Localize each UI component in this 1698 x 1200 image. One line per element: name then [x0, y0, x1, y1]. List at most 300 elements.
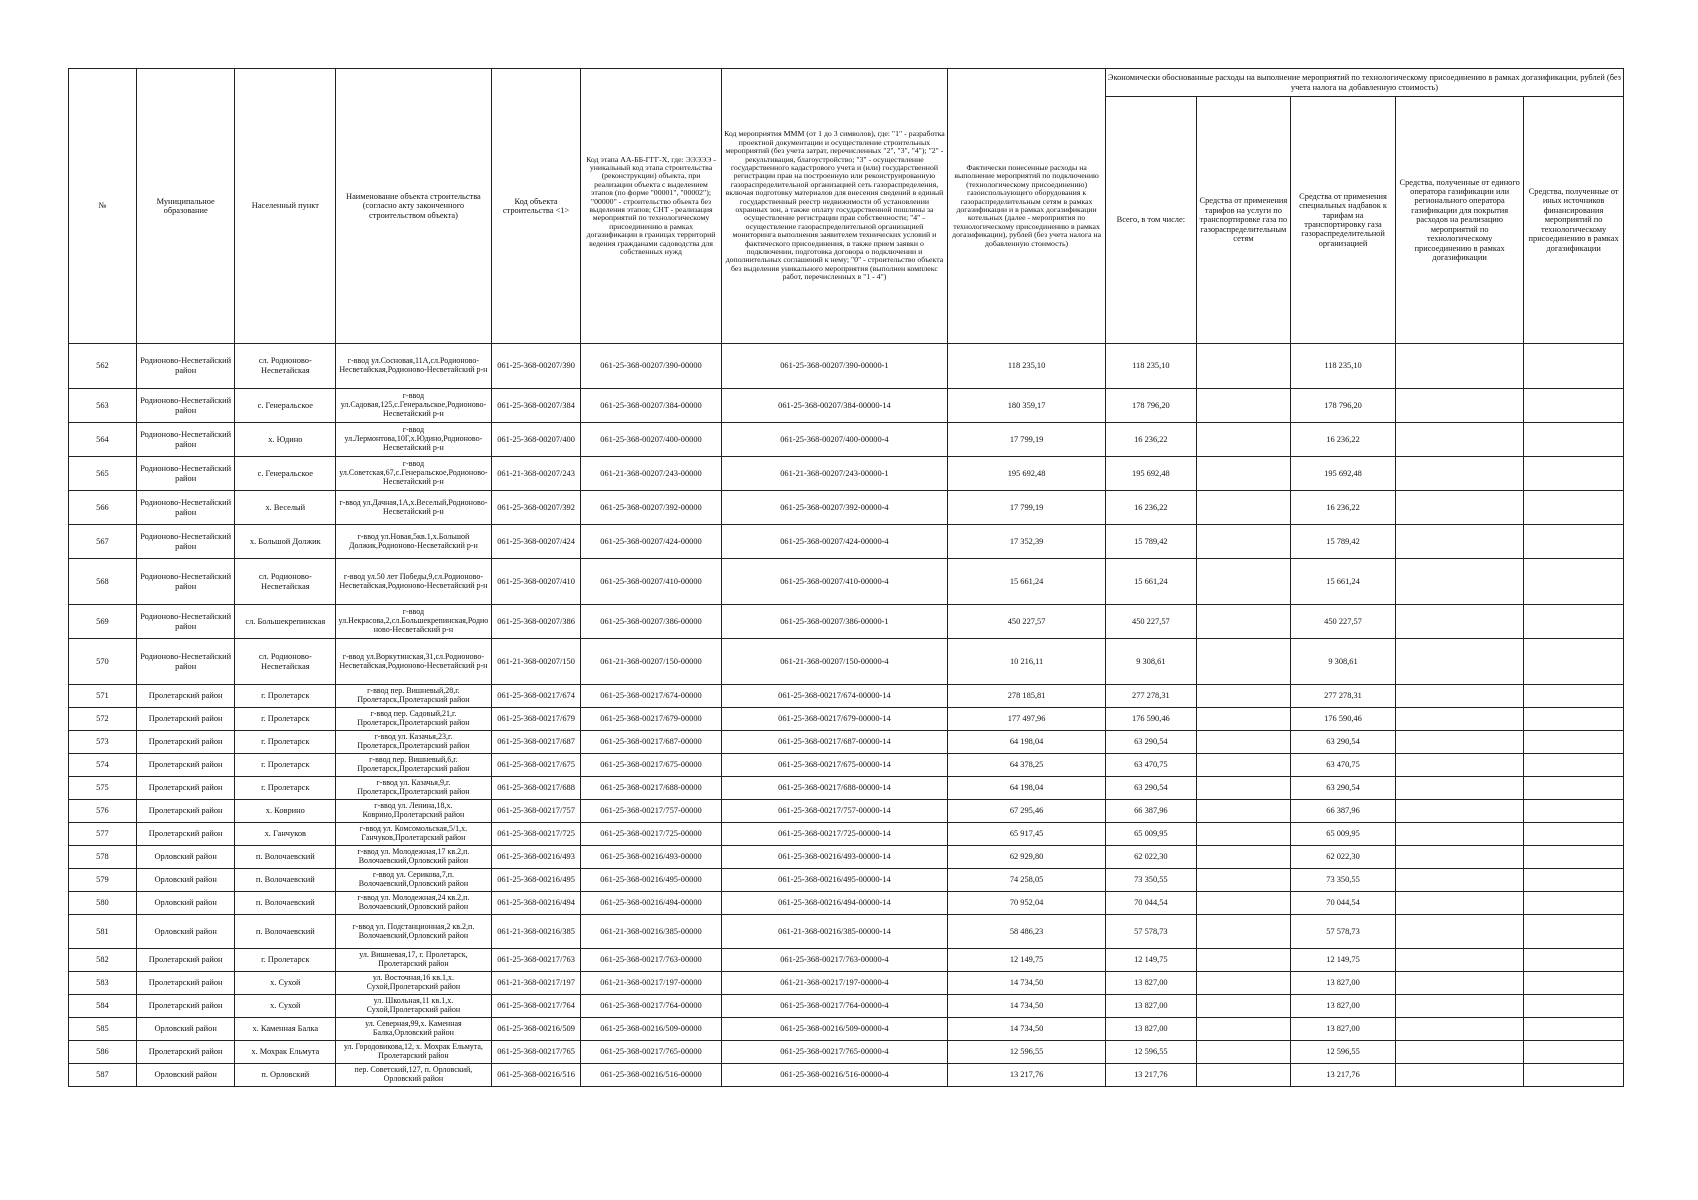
cell-settlement: х. Коврино [235, 800, 336, 823]
cell-stage-code: 061-21-368-00216/385-00000 [581, 915, 721, 949]
cell-special-surcharge: 16 236,22 [1290, 423, 1395, 457]
cell-other-sources [1524, 972, 1624, 995]
cell-municipality: Пролетарский район [136, 754, 235, 777]
cell-actual-costs: 14 734,50 [948, 972, 1106, 995]
table-row [69, 869, 1624, 892]
cell-no: 573 [69, 731, 137, 754]
cell-tariff-transport [1196, 823, 1290, 846]
cell-municipality: Пролетарский район [136, 685, 235, 708]
cell-no: 567 [69, 525, 137, 559]
cell-special-surcharge: 118 235,10 [1290, 344, 1395, 389]
cell-stage-code: 061-25-368-00216/493-00000 [581, 846, 721, 869]
cell-special-surcharge: 16 236,22 [1290, 491, 1395, 525]
cell-other-sources [1524, 754, 1624, 777]
cell-actual-costs: 14 734,50 [948, 995, 1106, 1018]
cell-object-code: 061-25-368-00207/384 [491, 389, 581, 423]
cell-stage-code: 061-25-368-00217/765-00000 [581, 1041, 721, 1064]
cell-municipality: Пролетарский район [136, 800, 235, 823]
cell-stage-code: 061-21-368-00207/150-00000 [581, 639, 721, 685]
header-actual-costs: Фактически понесенные расходы на выполнение мероприятий по подключению (технологическому присоединению) газоиспользующего оборудования к газораспределительным сетям в рамках догазификации и в рамках догазификации котельных (далее - мероприятия по технологическому присоединению в рамках догазификации), рублей (без учета налога на добавленную стоимость) [948, 69, 1106, 344]
gasification-costs-table [68, 68, 1624, 1087]
cell-object-code: 061-21-368-00216/385 [491, 915, 581, 949]
cell-event-code: 061-25-368-00207/410-00000-4 [721, 559, 948, 605]
cell-single-operator [1396, 777, 1524, 800]
cell-object-code: 061-25-368-00207/424 [491, 525, 581, 559]
cell-actual-costs: 64 198,04 [948, 731, 1106, 754]
cell-no: 578 [69, 846, 137, 869]
cell-single-operator [1396, 344, 1524, 389]
cell-other-sources [1524, 800, 1624, 823]
cell-object-name: г-ввод ул.Воркутинская,31,сл.Родионово-Несветайская,Родионово-Несветайский р-н [336, 639, 491, 685]
table-row [69, 777, 1624, 800]
cell-event-code: 061-25-368-00216/516-00000-4 [721, 1064, 948, 1087]
cell-object-name: ул. Северная,99,х. Каменная Балка,Орловский район [336, 1018, 491, 1041]
cell-single-operator [1396, 708, 1524, 731]
cell-no: 576 [69, 800, 137, 823]
cell-object-name: г-ввод ул.Лермонтова,10Г,х.Юдино,Родионово-Несветайский р-н [336, 423, 491, 457]
table-row [69, 949, 1624, 972]
cell-other-sources [1524, 869, 1624, 892]
table-row [69, 559, 1624, 605]
table-row [69, 800, 1624, 823]
cell-object-code: 061-25-368-00216/493 [491, 846, 581, 869]
table-row [69, 754, 1624, 777]
cell-total: 9 308,61 [1105, 639, 1196, 685]
header-tariff-transport: Средства от применения тарифов на услуги по транспортировке газа по газораспределительным сетям [1196, 97, 1290, 344]
cell-object-name: г-ввод ул. Казачья,23,г. Пролетарск,Пролетарский район [336, 731, 491, 754]
cell-event-code: 061-25-368-00217/765-00000-4 [721, 1041, 948, 1064]
cell-actual-costs: 58 486,23 [948, 915, 1106, 949]
cell-object-name: пер. Советский,127, п. Орловский, Орловский район [336, 1064, 491, 1087]
cell-stage-code: 061-25-368-00216/516-00000 [581, 1064, 721, 1087]
cell-single-operator [1396, 800, 1524, 823]
cell-other-sources [1524, 423, 1624, 457]
cell-event-code: 061-25-368-00217/675-00000-14 [721, 754, 948, 777]
cell-other-sources [1524, 389, 1624, 423]
cell-settlement: с. Генеральское [235, 389, 336, 423]
table-row [69, 892, 1624, 915]
cell-object-name: г-ввод ул.Новая,5кв.1,х.Большой Должик,Родионово-Несветайский р-н [336, 525, 491, 559]
cell-no: 571 [69, 685, 137, 708]
cell-actual-costs: 12 149,75 [948, 949, 1106, 972]
cell-municipality: Пролетарский район [136, 823, 235, 846]
cell-other-sources [1524, 892, 1624, 915]
cell-stage-code: 061-25-368-00217/757-00000 [581, 800, 721, 823]
cell-tariff-transport [1196, 389, 1290, 423]
cell-event-code: 061-21-368-00216/385-00000-14 [721, 915, 948, 949]
cell-municipality: Родионово-Несветайский район [136, 559, 235, 605]
cell-actual-costs: 62 929,80 [948, 846, 1106, 869]
cell-object-name: г-ввод ул. Комсомольская,5/1,х. Ганчуков,Пролетарский район [336, 823, 491, 846]
cell-object-name: г-ввод ул.Советская,67,с.Генеральское,Родионово-Несветайский р-н [336, 457, 491, 491]
cell-tariff-transport [1196, 457, 1290, 491]
cell-actual-costs: 67 295,46 [948, 800, 1106, 823]
cell-no: 564 [69, 423, 137, 457]
cell-single-operator [1396, 823, 1524, 846]
cell-event-code: 061-25-368-00217/674-00000-14 [721, 685, 948, 708]
cell-tariff-transport [1196, 1064, 1290, 1087]
cell-other-sources [1524, 846, 1624, 869]
cell-single-operator [1396, 949, 1524, 972]
cell-special-surcharge: 63 290,54 [1290, 731, 1395, 754]
cell-event-code: 061-25-368-00217/679-00000-14 [721, 708, 948, 731]
cell-municipality: Пролетарский район [136, 708, 235, 731]
cell-tariff-transport [1196, 846, 1290, 869]
cell-object-code: 061-25-368-00216/495 [491, 869, 581, 892]
cell-object-name: ул. Школьная,11 кв.1,х. Сухой,Пролетарский район [336, 995, 491, 1018]
cell-total: 66 387,96 [1105, 800, 1196, 823]
cell-settlement: г. Пролетарск [235, 731, 336, 754]
cell-other-sources [1524, 1064, 1624, 1087]
cell-settlement: сл. Большекрепинская [235, 605, 336, 639]
cell-tariff-transport [1196, 491, 1290, 525]
cell-settlement: х. Мохрак Ельмута [235, 1041, 336, 1064]
cell-other-sources [1524, 639, 1624, 685]
cell-no: 585 [69, 1018, 137, 1041]
cell-settlement: г. Пролетарск [235, 708, 336, 731]
cell-other-sources [1524, 559, 1624, 605]
cell-special-surcharge: 13 827,00 [1290, 1018, 1395, 1041]
cell-single-operator [1396, 639, 1524, 685]
cell-no: 563 [69, 389, 137, 423]
cell-settlement: х. Сухой [235, 972, 336, 995]
cell-other-sources [1524, 685, 1624, 708]
cell-other-sources [1524, 491, 1624, 525]
cell-municipality: Пролетарский район [136, 777, 235, 800]
cell-object-code: 061-25-368-00217/765 [491, 1041, 581, 1064]
cell-single-operator [1396, 731, 1524, 754]
cell-total: 13 827,00 [1105, 972, 1196, 995]
cell-object-name: г-ввод ул.50 лет Победы,9,сл.Родионово-Несветайская,Родионово-Несветайский р-н [336, 559, 491, 605]
cell-event-code: 061-25-368-00216/495-00000-14 [721, 869, 948, 892]
cell-event-code: 061-25-368-00217/725-00000-14 [721, 823, 948, 846]
cell-no: 566 [69, 491, 137, 525]
table-row [69, 685, 1624, 708]
cell-object-name: г-ввод пер. Вишневый,28,г. Пролетарск,Пролетарский район [336, 685, 491, 708]
cell-total: 16 236,22 [1105, 423, 1196, 457]
cell-stage-code: 061-25-368-00216/494-00000 [581, 892, 721, 915]
cell-object-name: ул. Восточная,16 кв.1,х. Сухой,Пролетарский район [336, 972, 491, 995]
cell-single-operator [1396, 1041, 1524, 1064]
cell-object-code: 061-21-368-00207/243 [491, 457, 581, 491]
cell-special-surcharge: 9 308,61 [1290, 639, 1395, 685]
cell-tariff-transport [1196, 708, 1290, 731]
cell-event-code: 061-21-368-00217/197-00000-4 [721, 972, 948, 995]
cell-special-surcharge: 178 796,20 [1290, 389, 1395, 423]
cell-single-operator [1396, 869, 1524, 892]
header-stage-code: Код этапа АА-ББ-ГГГ-Х, где: ЭЭЭЭЭ - уникальный код этапа строительства (реконструкции) объекта, при реализации объекта с выделением этапов (по форме "00001", "00002"); "00000" - строительство объекта без выделения этапов; СНТ - реализация мероприятий по технологическому присоединению в рамках догазификации в границах территорий ведения гражданами садоводства для собственных нужд [581, 69, 721, 344]
table-row [69, 1018, 1624, 1041]
cell-no: 569 [69, 605, 137, 639]
cell-event-code: 061-25-368-00217/764-00000-4 [721, 995, 948, 1018]
cell-other-sources [1524, 1018, 1624, 1041]
cell-special-surcharge: 63 290,54 [1290, 777, 1395, 800]
cell-single-operator [1396, 995, 1524, 1018]
cell-actual-costs: 14 734,50 [948, 1018, 1106, 1041]
cell-settlement: х. Большой Должик [235, 525, 336, 559]
cell-special-surcharge: 15 789,42 [1290, 525, 1395, 559]
cell-municipality: Пролетарский район [136, 731, 235, 754]
cell-settlement: х. Сухой [235, 995, 336, 1018]
cell-other-sources [1524, 344, 1624, 389]
cell-actual-costs: 15 661,24 [948, 559, 1106, 605]
cell-object-code: 061-25-368-00217/687 [491, 731, 581, 754]
cell-tariff-transport [1196, 754, 1290, 777]
cell-tariff-transport [1196, 972, 1290, 995]
cell-single-operator [1396, 423, 1524, 457]
cell-tariff-transport [1196, 892, 1290, 915]
cell-single-operator [1396, 685, 1524, 708]
cell-settlement: п. Орловский [235, 1064, 336, 1087]
cell-object-name: г-ввод ул. Казачья,9,г. Пролетарск,Пролетарский район [336, 777, 491, 800]
cell-event-code: 061-25-368-00207/392-00000-4 [721, 491, 948, 525]
table-row [69, 457, 1624, 491]
cell-single-operator [1396, 389, 1524, 423]
cell-tariff-transport [1196, 605, 1290, 639]
cell-single-operator [1396, 915, 1524, 949]
cell-total: 62 022,30 [1105, 846, 1196, 869]
cell-object-name: г-ввод ул. Молодежная,24 кв.2,п. Волочаевский,Орловский район [336, 892, 491, 915]
cell-object-code: 061-25-368-00216/516 [491, 1064, 581, 1087]
cell-single-operator [1396, 457, 1524, 491]
cell-actual-costs: 74 258,05 [948, 869, 1106, 892]
cell-single-operator [1396, 1064, 1524, 1087]
cell-municipality: Пролетарский район [136, 972, 235, 995]
cell-settlement: сл. Родионово-Несветайская [235, 344, 336, 389]
cell-municipality: Орловский район [136, 1064, 235, 1087]
cell-municipality: Родионово-Несветайский район [136, 639, 235, 685]
cell-special-surcharge: 65 009,95 [1290, 823, 1395, 846]
cell-total: 63 290,54 [1105, 731, 1196, 754]
cell-special-surcharge: 63 470,75 [1290, 754, 1395, 777]
cell-no: 587 [69, 1064, 137, 1087]
header-other-sources: Средства, полученные от иных источников финансирования мероприятий по технологическому присоединению в рамках догазификации [1524, 97, 1624, 344]
cell-single-operator [1396, 846, 1524, 869]
cell-municipality: Орловский район [136, 846, 235, 869]
cell-settlement: п. Волочаевский [235, 869, 336, 892]
cell-stage-code: 061-25-368-00217/679-00000 [581, 708, 721, 731]
cell-actual-costs: 118 235,10 [948, 344, 1106, 389]
cell-special-surcharge: 195 692,48 [1290, 457, 1395, 491]
cell-total: 12 596,55 [1105, 1041, 1196, 1064]
cell-settlement: с. Генеральское [235, 457, 336, 491]
cell-total: 450 227,57 [1105, 605, 1196, 639]
cell-object-code: 061-21-368-00217/197 [491, 972, 581, 995]
cell-special-surcharge: 73 350,55 [1290, 869, 1395, 892]
cell-tariff-transport [1196, 639, 1290, 685]
cell-settlement: п. Волочаевский [235, 915, 336, 949]
cell-settlement: х. Веселый [235, 491, 336, 525]
cell-no: 565 [69, 457, 137, 491]
cell-single-operator [1396, 1018, 1524, 1041]
cell-actual-costs: 17 799,19 [948, 491, 1106, 525]
cell-other-sources [1524, 995, 1624, 1018]
cell-object-code: 061-25-368-00207/390 [491, 344, 581, 389]
cell-settlement: г. Пролетарск [235, 949, 336, 972]
cell-object-code: 061-25-368-00216/509 [491, 1018, 581, 1041]
cell-stage-code: 061-25-368-00207/392-00000 [581, 491, 721, 525]
cell-stage-code: 061-25-368-00207/386-00000 [581, 605, 721, 639]
cell-event-code: 061-25-368-00217/687-00000-14 [721, 731, 948, 754]
cell-special-surcharge: 15 661,24 [1290, 559, 1395, 605]
cell-stage-code: 061-25-368-00207/390-00000 [581, 344, 721, 389]
cell-stage-code: 061-25-368-00217/688-00000 [581, 777, 721, 800]
cell-special-surcharge: 450 227,57 [1290, 605, 1395, 639]
cell-other-sources [1524, 1041, 1624, 1064]
cell-settlement: сл. Родионово-Несветайская [235, 639, 336, 685]
cell-total: 63 470,75 [1105, 754, 1196, 777]
cell-no: 580 [69, 892, 137, 915]
table-row [69, 1064, 1624, 1087]
cell-object-code: 061-25-368-00216/494 [491, 892, 581, 915]
cell-object-name: г-ввод пер. Садовый,21,г. Пролетарск,Пролетарский район [336, 708, 491, 731]
cell-tariff-transport [1196, 731, 1290, 754]
cell-tariff-transport [1196, 777, 1290, 800]
cell-tariff-transport [1196, 1018, 1290, 1041]
header-single-operator: Средства, полученные от единого оператора газификации или регионального оператора газификации для покрытия расходов на реализацию мероприятий по технологическому присоединению в рамках догазификации [1396, 97, 1524, 344]
cell-other-sources [1524, 777, 1624, 800]
cell-object-name: г-ввод ул.Сосновая,11А,сл.Родионово-Несветайская,Родионово-Несветайский р-н [336, 344, 491, 389]
cell-event-code: 061-25-368-00207/424-00000-4 [721, 525, 948, 559]
cell-no: 574 [69, 754, 137, 777]
table-row [69, 731, 1624, 754]
header-municipality: Муниципальное образование [136, 69, 235, 344]
cell-no: 583 [69, 972, 137, 995]
cell-other-sources [1524, 949, 1624, 972]
cell-total: 277 278,31 [1105, 685, 1196, 708]
cell-settlement: п. Волочаевский [235, 846, 336, 869]
cell-no: 581 [69, 915, 137, 949]
cell-no: 572 [69, 708, 137, 731]
cell-actual-costs: 450 227,57 [948, 605, 1106, 639]
cell-stage-code: 061-21-368-00217/197-00000 [581, 972, 721, 995]
cell-tariff-transport [1196, 1041, 1290, 1064]
cell-tariff-transport [1196, 915, 1290, 949]
cell-special-surcharge: 176 590,46 [1290, 708, 1395, 731]
cell-total: 65 009,95 [1105, 823, 1196, 846]
cell-settlement: х. Ганчуков [235, 823, 336, 846]
cell-total: 13 827,00 [1105, 995, 1196, 1018]
cell-tariff-transport [1196, 949, 1290, 972]
cell-event-code: 061-25-368-00217/763-00000-4 [721, 949, 948, 972]
cell-object-code: 061-21-368-00207/150 [491, 639, 581, 685]
header-group-economic-costs: Экономически обоснованные расходы на выполнение мероприятий по технологическому присоединению в рамках догазификации, рублей (без учета налога на добавленную стоимость) [1105, 69, 1623, 97]
cell-municipality: Родионово-Несветайский район [136, 525, 235, 559]
cell-municipality: Родионово-Несветайский район [136, 389, 235, 423]
cell-total: 15 661,24 [1105, 559, 1196, 605]
cell-tariff-transport [1196, 869, 1290, 892]
table-row [69, 846, 1624, 869]
cell-municipality: Родионово-Несветайский район [136, 423, 235, 457]
cell-stage-code: 061-25-368-00207/424-00000 [581, 525, 721, 559]
cell-settlement: х. Юдино [235, 423, 336, 457]
cell-special-surcharge: 13 827,00 [1290, 995, 1395, 1018]
cell-tariff-transport [1196, 423, 1290, 457]
cell-stage-code: 061-25-368-00207/400-00000 [581, 423, 721, 457]
cell-municipality: Пролетарский район [136, 1041, 235, 1064]
cell-total: 195 692,48 [1105, 457, 1196, 491]
cell-object-code: 061-25-368-00207/400 [491, 423, 581, 457]
cell-stage-code: 061-25-368-00217/675-00000 [581, 754, 721, 777]
cell-tariff-transport [1196, 995, 1290, 1018]
cell-event-code: 061-25-368-00217/757-00000-14 [721, 800, 948, 823]
cell-stage-code: 061-25-368-00207/410-00000 [581, 559, 721, 605]
table-row [69, 389, 1624, 423]
table-row [69, 1041, 1624, 1064]
cell-event-code: 061-25-368-00207/390-00000-1 [721, 344, 948, 389]
cell-other-sources [1524, 915, 1624, 949]
header-settlement: Населенный пункт [235, 69, 336, 344]
cell-object-name: г-ввод ул.Садовая,125,с.Генеральское,Родионово-Несветайский р-н [336, 389, 491, 423]
cell-single-operator [1396, 754, 1524, 777]
header-event-code: Код мероприятия МММ (от 1 до 3 символов), где: "1" - разработка проектной документации и осуществление строительных мероприятий (без учета затрат, перечисленных "2", "3", "4"); "2" - рекультивация, благоустройство; "3" - осуществление государственного кадастрового учета и (или) государственной регистрации прав на построенную или реконструированную газораспределительной организацией сеть газораспределения, включая подготовку материалов для внесения сведений в единый государственный реестр недвижимости об установлении охранных зон, а также оплату государственной пошлины за осуществление регистрации прав собственности; "4" - осуществление газораспределительной организацией мониторинга выполнения заявителем технических условий и фактического присоединения, в также прием заявки о подключении, подготовка договора о подключении и дополнительных соглашений к нему; "0" - строительство объекта без выделения уникального мероприятия (выполнен комплекс работ, перечисленных в "1 - 4") [721, 69, 948, 344]
cell-stage-code: 061-25-368-00217/725-00000 [581, 823, 721, 846]
cell-event-code: 061-25-368-00207/400-00000-4 [721, 423, 948, 457]
table-header [69, 69, 1624, 344]
cell-special-surcharge: 12 596,55 [1290, 1041, 1395, 1064]
cell-object-code: 061-25-368-00217/757 [491, 800, 581, 823]
cell-municipality: Родионово-Несветайский район [136, 344, 235, 389]
cell-no: 570 [69, 639, 137, 685]
cell-event-code: 061-25-368-00217/688-00000-14 [721, 777, 948, 800]
cell-special-surcharge: 66 387,96 [1290, 800, 1395, 823]
cell-total: 118 235,10 [1105, 344, 1196, 389]
cell-total: 63 290,54 [1105, 777, 1196, 800]
cell-single-operator [1396, 525, 1524, 559]
cell-actual-costs: 64 378,25 [948, 754, 1106, 777]
cell-municipality: Родионово-Несветайский район [136, 457, 235, 491]
cell-object-name: г-ввод ул. Молодежная,17 кв.2,п. Волочаевский,Орловский район [336, 846, 491, 869]
cell-stage-code: 061-25-368-00217/674-00000 [581, 685, 721, 708]
table-row [69, 823, 1624, 846]
cell-event-code: 061-21-368-00207/243-00000-1 [721, 457, 948, 491]
cell-total: 12 149,75 [1105, 949, 1196, 972]
cell-other-sources [1524, 823, 1624, 846]
cell-total: 178 796,20 [1105, 389, 1196, 423]
cell-object-code: 061-25-368-00207/392 [491, 491, 581, 525]
table-row [69, 605, 1624, 639]
cell-other-sources [1524, 525, 1624, 559]
cell-stage-code: 061-25-368-00217/687-00000 [581, 731, 721, 754]
document-page [68, 68, 1624, 1087]
table-row [69, 525, 1624, 559]
cell-object-name: г-ввод ул.Дачная,1А,х.Веселый,Родионово-Несветайский р-н [336, 491, 491, 525]
cell-special-surcharge: 277 278,31 [1290, 685, 1395, 708]
cell-object-code: 061-25-368-00217/679 [491, 708, 581, 731]
cell-object-code: 061-25-368-00217/725 [491, 823, 581, 846]
cell-no: 584 [69, 995, 137, 1018]
cell-no: 575 [69, 777, 137, 800]
cell-settlement: х. Каменная Балка [235, 1018, 336, 1041]
cell-actual-costs: 12 596,55 [948, 1041, 1106, 1064]
cell-object-name: г-ввод ул. Подстанционная,2 кв.2,п. Волочаевский,Орловский район [336, 915, 491, 949]
cell-object-code: 061-25-368-00207/386 [491, 605, 581, 639]
table-row [69, 344, 1624, 389]
cell-no: 586 [69, 1041, 137, 1064]
cell-stage-code: 061-25-368-00216/495-00000 [581, 869, 721, 892]
cell-special-surcharge: 70 044,54 [1290, 892, 1395, 915]
cell-tariff-transport [1196, 344, 1290, 389]
cell-municipality: Орловский район [136, 892, 235, 915]
cell-actual-costs: 13 217,76 [948, 1064, 1106, 1087]
cell-tariff-transport [1196, 525, 1290, 559]
cell-actual-costs: 64 198,04 [948, 777, 1106, 800]
table-row [69, 915, 1624, 949]
cell-settlement: п. Волочаевский [235, 892, 336, 915]
header-total: Всего, в том числе: [1105, 97, 1196, 344]
cell-special-surcharge: 12 149,75 [1290, 949, 1395, 972]
cell-municipality: Пролетарский район [136, 949, 235, 972]
